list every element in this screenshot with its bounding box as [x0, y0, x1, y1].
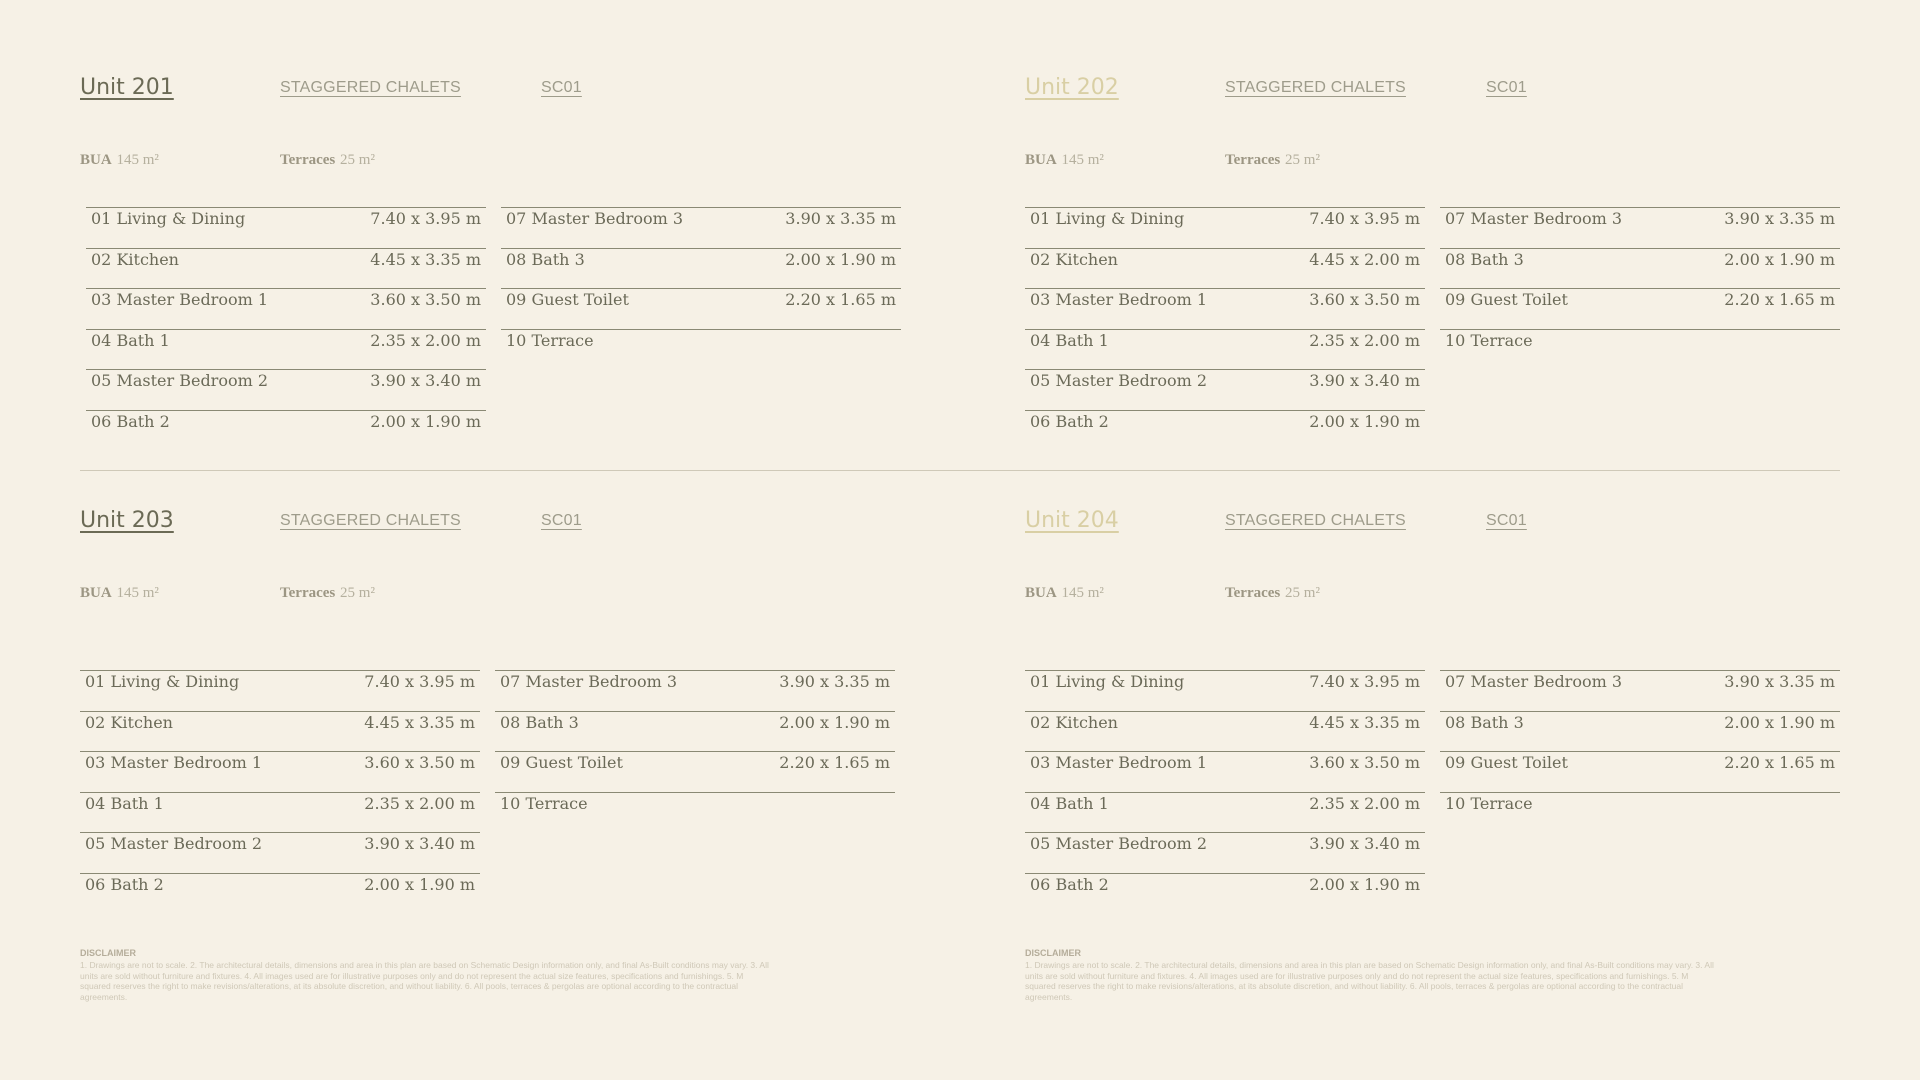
room-name: 04 Bath 1: [1030, 330, 1109, 350]
room-row: [1025, 670, 1425, 711]
room-name: 02 Kitchen: [91, 249, 179, 269]
room-dimensions: 7.40 x 3.95 m: [1309, 672, 1420, 691]
room-row: [1025, 751, 1425, 792]
room-dimensions: 7.40 x 3.95 m: [1309, 209, 1420, 228]
unit-title[interactable]: Unit 203: [80, 508, 174, 533]
room-row: [1025, 711, 1425, 752]
room-dimensions: 2.00 x 1.90 m: [1309, 874, 1420, 894]
room-row: [1025, 832, 1425, 873]
room-list-left: [80, 670, 480, 913]
room-name: 05 Master Bedroom 2: [91, 371, 269, 390]
room-row: [86, 369, 486, 410]
room-dimensions: 3.60 x 3.50 m: [1309, 753, 1420, 772]
room-dimensions: 2.20 x 1.65 m: [785, 290, 896, 309]
bua-label: BUA: [1025, 152, 1057, 168]
disclaimer-right: [1025, 948, 1715, 1002]
room-row: [86, 410, 486, 451]
terraces-info: [1225, 150, 1320, 169]
room-name: 08 Bath 3: [1445, 249, 1524, 269]
room-name: 10 Terrace: [1445, 793, 1533, 813]
bua-info: [80, 583, 159, 602]
room-row: [86, 288, 486, 329]
room-row: [1440, 248, 1840, 289]
room-row: [1440, 792, 1840, 833]
room-dimensions: 2.35 x 2.00 m: [370, 330, 481, 350]
room-dimensions: 2.00 x 1.90 m: [370, 411, 481, 431]
room-name: 07 Master Bedroom 3: [506, 209, 684, 228]
unit-type-link[interactable]: STAGGERED CHALETS: [1225, 512, 1406, 529]
room-name: 08 Bath 3: [1445, 712, 1524, 732]
room-dimensions: 3.60 x 3.50 m: [1309, 290, 1420, 309]
room-dimensions: 3.60 x 3.50 m: [364, 753, 475, 772]
bua-info: [1025, 583, 1104, 602]
room-name: 08 Bath 3: [500, 712, 579, 732]
room-dimensions: 2.00 x 1.90 m: [364, 874, 475, 894]
room-name: 02 Kitchen: [85, 712, 173, 732]
room-row: [86, 207, 486, 248]
room-dimensions: 3.90 x 3.35 m: [785, 209, 896, 228]
room-row: [80, 751, 480, 792]
room-dimensions: 3.90 x 3.35 m: [779, 672, 890, 691]
room-list-right: [1440, 670, 1840, 832]
room-row: [501, 207, 901, 248]
room-name: 09 Guest Toilet: [1445, 753, 1568, 772]
room-name: 08 Bath 3: [506, 249, 585, 269]
room-row: [80, 832, 480, 873]
terraces-value: 25 m²: [1285, 585, 1320, 601]
room-dimensions: 2.20 x 1.65 m: [1724, 753, 1835, 772]
room-row: [495, 792, 895, 833]
room-name: 05 Master Bedroom 2: [1030, 371, 1208, 390]
room-dimensions: 2.35 x 2.00 m: [364, 793, 475, 813]
room-dimensions: 2.00 x 1.90 m: [785, 249, 896, 269]
room-name: 09 Guest Toilet: [500, 753, 623, 772]
room-row: [80, 873, 480, 914]
room-dimensions: 2.00 x 1.90 m: [1724, 249, 1835, 269]
room-row: [80, 670, 480, 711]
terraces-value: 25 m²: [340, 152, 375, 168]
unit-code-link[interactable]: SC01: [541, 79, 582, 96]
terraces-label: Terraces: [280, 585, 336, 601]
disclaimer-text: 1. Drawings are not to scale. 2. The architectural details, dimensions and area in this plan are based on Schematic Design information only, and final As-Built conditions may vary. 3. All units are sold without furniture and fixtures. 4. All images used are for illustrative purposes only and do not represent the actual size features, specifications and furnishings. 5. M squared reserves the right to make revisions/alterations, at its absolute discretion, and without liability. 6. All pools, terraces & pergolas are optional according to the contractual agreements.: [1025, 960, 1714, 1002]
terraces-value: 25 m²: [340, 585, 375, 601]
unit-title[interactable]: Unit 201: [80, 75, 174, 100]
room-row: [1440, 751, 1840, 792]
room-name: 03 Master Bedroom 1: [1030, 290, 1208, 309]
terraces-value: 25 m²: [1285, 152, 1320, 168]
unit-title[interactable]: Unit 204: [1025, 508, 1119, 533]
room-dimensions: 2.35 x 2.00 m: [1309, 330, 1420, 350]
room-name: 02 Kitchen: [1030, 712, 1118, 732]
room-name: 07 Master Bedroom 3: [1445, 672, 1623, 691]
terraces-label: Terraces: [1225, 585, 1281, 601]
room-row: [1025, 288, 1425, 329]
disclaimer-title: DISCLAIMER: [80, 948, 136, 958]
room-row: [1025, 329, 1425, 370]
terraces-info: [1225, 583, 1320, 602]
room-row: [495, 670, 895, 711]
room-row: [1440, 711, 1840, 752]
room-row: [1440, 207, 1840, 248]
terraces-info: [280, 583, 375, 602]
room-name: 07 Master Bedroom 3: [1445, 209, 1623, 228]
disclaimer-text: 1. Drawings are not to scale. 2. The architectural details, dimensions and area in this plan are based on Schematic Design information only, and final As-Built conditions may vary. 3. All units are sold without furniture and fixtures. 4. All images used are for illustrative purposes only and do not represent the actual size features, specifications and furnishings. 5. M squared reserves the right to make revisions/alterations, at its absolute discretion, and without liability. 6. All pools, terraces & pergolas are optional according to the contractual agreements.: [80, 960, 769, 1002]
room-dimensions: 4.45 x 3.35 m: [1309, 712, 1420, 732]
room-name: 03 Master Bedroom 1: [85, 753, 263, 772]
terraces-label: Terraces: [280, 152, 336, 168]
room-name: 01 Living & Dining: [1030, 209, 1185, 228]
room-row: [80, 792, 480, 833]
room-name: 06 Bath 2: [85, 874, 164, 894]
room-dimensions: 3.60 x 3.50 m: [370, 290, 481, 309]
room-name: 01 Living & Dining: [91, 209, 246, 228]
room-row: [1025, 873, 1425, 914]
room-row: [1025, 792, 1425, 833]
room-list-left: [86, 207, 486, 450]
unit-type-link[interactable]: STAGGERED CHALETS: [280, 512, 461, 529]
bua-info: [80, 150, 159, 169]
room-dimensions: 2.00 x 1.90 m: [1309, 411, 1420, 431]
disclaimer-left: [80, 948, 770, 1002]
room-row: [80, 711, 480, 752]
room-row: [86, 329, 486, 370]
room-row: [1025, 248, 1425, 289]
unit-title[interactable]: Unit 202: [1025, 75, 1119, 100]
terraces-label: Terraces: [1225, 152, 1281, 168]
room-name: 01 Living & Dining: [85, 672, 240, 691]
room-name: 09 Guest Toilet: [506, 290, 629, 309]
room-dimensions: 3.90 x 3.40 m: [1309, 371, 1420, 390]
bua-value: 145 m²: [1061, 152, 1104, 168]
room-name: 01 Living & Dining: [1030, 672, 1185, 691]
room-dimensions: 3.90 x 3.40 m: [1309, 834, 1420, 853]
room-dimensions: 4.45 x 2.00 m: [1309, 249, 1420, 269]
bua-label: BUA: [80, 152, 112, 168]
unit-code-link[interactable]: SC01: [1486, 79, 1527, 96]
room-name: 09 Guest Toilet: [1445, 290, 1568, 309]
room-dimensions: 2.00 x 1.90 m: [1724, 712, 1835, 732]
room-name: 06 Bath 2: [91, 411, 170, 431]
room-row: [501, 288, 901, 329]
room-row: [1440, 288, 1840, 329]
unit-code-link[interactable]: SC01: [541, 512, 582, 529]
room-dimensions: 3.90 x 3.35 m: [1724, 672, 1835, 691]
bua-value: 145 m²: [1061, 585, 1104, 601]
room-row: [86, 248, 486, 289]
room-dimensions: 2.00 x 1.90 m: [779, 712, 890, 732]
room-row: [1440, 329, 1840, 370]
bua-value: 145 m²: [116, 152, 159, 168]
disclaimer-title: DISCLAIMER: [1025, 948, 1081, 958]
room-name: 02 Kitchen: [1030, 249, 1118, 269]
room-name: 03 Master Bedroom 1: [1030, 753, 1208, 772]
room-name: 05 Master Bedroom 2: [1030, 834, 1208, 853]
room-row: [1440, 670, 1840, 711]
room-dimensions: 3.90 x 3.40 m: [364, 834, 475, 853]
room-name: 04 Bath 1: [85, 793, 164, 813]
room-dimensions: 7.40 x 3.95 m: [370, 209, 481, 228]
room-name: 06 Bath 2: [1030, 411, 1109, 431]
bua-label: BUA: [1025, 585, 1057, 601]
room-name: 07 Master Bedroom 3: [500, 672, 678, 691]
room-row: [495, 711, 895, 752]
bua-label: BUA: [80, 585, 112, 601]
room-dimensions: 2.20 x 1.65 m: [1724, 290, 1835, 309]
room-name: 10 Terrace: [500, 793, 588, 813]
room-row: [1025, 410, 1425, 451]
section-divider: [80, 470, 1840, 471]
room-dimensions: 7.40 x 3.95 m: [364, 672, 475, 691]
room-dimensions: 2.20 x 1.65 m: [779, 753, 890, 772]
terraces-info: [280, 150, 375, 169]
bua-info: [1025, 150, 1104, 169]
room-row: [495, 751, 895, 792]
room-row: [1025, 207, 1425, 248]
bua-value: 145 m²: [116, 585, 159, 601]
room-name: 04 Bath 1: [91, 330, 170, 350]
unit-code-link[interactable]: SC01: [1486, 512, 1527, 529]
room-list-left: [1025, 670, 1425, 913]
room-name: 10 Terrace: [1445, 330, 1533, 350]
room-row: [501, 329, 901, 370]
room-list-right: [495, 670, 895, 832]
room-dimensions: 3.90 x 3.40 m: [370, 371, 481, 390]
room-dimensions: 3.90 x 3.35 m: [1724, 209, 1835, 228]
room-name: 03 Master Bedroom 1: [91, 290, 269, 309]
unit-type-link[interactable]: STAGGERED CHALETS: [280, 79, 461, 96]
room-name: 04 Bath 1: [1030, 793, 1109, 813]
room-dimensions: 4.45 x 3.35 m: [370, 249, 481, 269]
room-name: 10 Terrace: [506, 330, 594, 350]
room-list-right: [1440, 207, 1840, 369]
room-dimensions: 2.35 x 2.00 m: [1309, 793, 1420, 813]
room-name: 05 Master Bedroom 2: [85, 834, 263, 853]
room-row: [1025, 369, 1425, 410]
room-list-right: [501, 207, 901, 369]
room-list-left: [1025, 207, 1425, 450]
room-dimensions: 4.45 x 3.35 m: [364, 712, 475, 732]
unit-type-link[interactable]: STAGGERED CHALETS: [1225, 79, 1406, 96]
room-name: 06 Bath 2: [1030, 874, 1109, 894]
room-row: [501, 248, 901, 289]
